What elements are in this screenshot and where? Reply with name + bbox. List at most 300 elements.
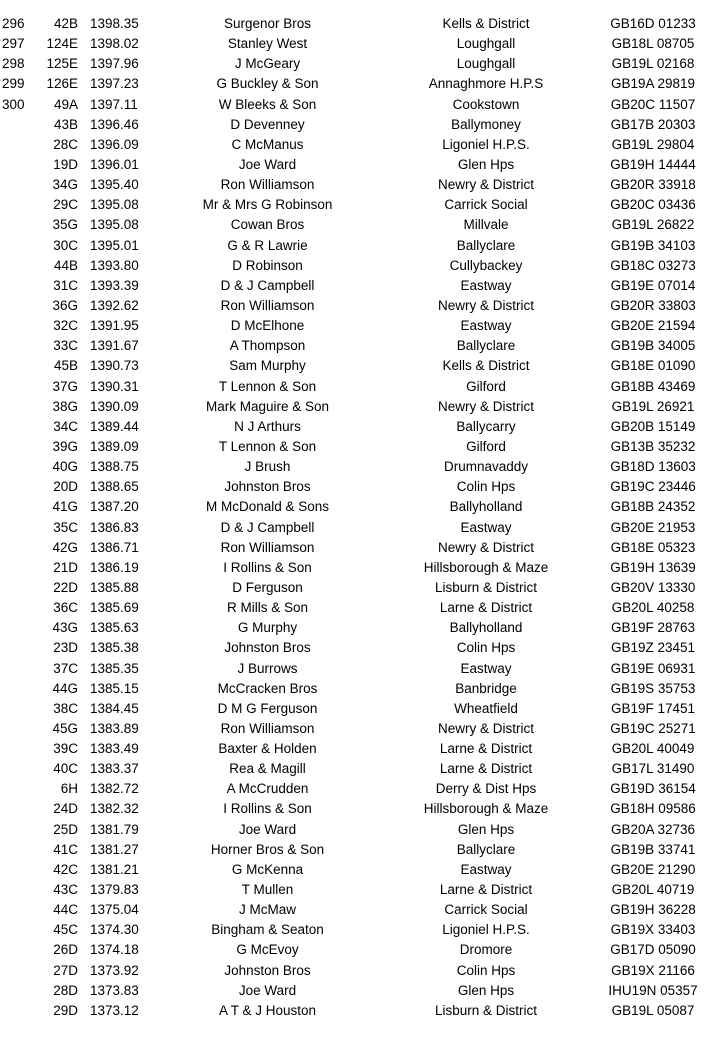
position-cell: 296 bbox=[2, 16, 25, 31]
table-row bbox=[0, 578, 711, 598]
section-code-cell: 40G bbox=[52, 459, 78, 475]
fancier-name-cell: D & J Campbell bbox=[220, 519, 315, 535]
ring-number-cell: GB19B 33741 bbox=[610, 841, 696, 857]
club-cell: Carrick Social bbox=[444, 902, 528, 918]
club-cell: Lisburn & District bbox=[434, 579, 538, 595]
section-code-cell: 39C bbox=[53, 741, 78, 757]
results-table bbox=[0, 14, 711, 1021]
club-cell: Ligoniel H.P.S. bbox=[442, 922, 530, 938]
section-code-cell: 31C bbox=[53, 277, 78, 293]
club-cell: Larne & District bbox=[439, 741, 533, 757]
club-cell: Larne & District bbox=[439, 761, 533, 777]
section-code-cell: 34G bbox=[52, 177, 78, 193]
section-code-cell: 27D bbox=[53, 962, 78, 978]
table-row bbox=[0, 397, 711, 417]
fancier-name-cell: G Buckley & Son bbox=[216, 76, 319, 92]
ring-number-cell: GB20L 40258 bbox=[611, 600, 695, 616]
ring-number-cell: GB19L 29804 bbox=[611, 136, 695, 152]
fancier-name-cell: I Rollins & Son bbox=[223, 559, 312, 575]
fancier-name-cell: A McCrudden bbox=[226, 781, 309, 797]
fancier-name-cell: G McEvoy bbox=[236, 942, 299, 958]
table-row bbox=[0, 518, 711, 538]
fancier-name-cell: D Robinson bbox=[232, 257, 303, 273]
club-cell: Gilford bbox=[466, 378, 506, 394]
section-code-cell: 124E bbox=[46, 36, 78, 52]
section-code-cell: 38C bbox=[53, 700, 78, 716]
table-row bbox=[0, 900, 711, 920]
velocity-cell: 1384.45 bbox=[90, 700, 139, 716]
fancier-name-cell: Johnston Bros bbox=[224, 640, 311, 656]
club-cell: Kells & District bbox=[442, 358, 530, 374]
club-cell: Newry & District bbox=[437, 720, 534, 736]
table-row bbox=[0, 618, 711, 638]
velocity-cell: 1390.73 bbox=[90, 358, 139, 374]
club-cell: Hillsborough & Maze bbox=[423, 559, 549, 575]
fancier-name-cell: Baxter & Holden bbox=[218, 741, 317, 757]
club-cell: Glen Hps bbox=[457, 156, 515, 172]
table-row bbox=[0, 477, 711, 497]
club-cell: Ballymoney bbox=[451, 116, 521, 132]
club-cell: Ballyholland bbox=[449, 499, 523, 515]
fancier-name-cell: Ron Williamson bbox=[220, 297, 315, 313]
ring-number-cell: IHU19N 05357 bbox=[608, 982, 698, 998]
velocity-cell: 1373.83 bbox=[90, 982, 139, 998]
section-code-cell: 34C bbox=[53, 418, 78, 434]
section-code-cell: 45C bbox=[53, 922, 78, 938]
ring-number-cell: GB18D 13603 bbox=[610, 459, 696, 475]
club-cell: Cookstown bbox=[452, 96, 520, 112]
section-code-cell: 44C bbox=[53, 902, 78, 918]
ring-number-cell: GB18E 05323 bbox=[610, 539, 696, 555]
table-row bbox=[0, 961, 711, 981]
ring-number-cell: GB17D 05090 bbox=[610, 942, 696, 958]
ring-number-cell: GB20E 21953 bbox=[610, 519, 696, 535]
ring-number-cell: GB19L 26822 bbox=[611, 217, 695, 233]
fancier-name-cell: Ron Williamson bbox=[220, 539, 315, 555]
section-code-cell: 21D bbox=[53, 559, 78, 575]
club-cell: Eastway bbox=[460, 861, 512, 877]
ring-number-cell: GB17L 31490 bbox=[611, 761, 695, 777]
ring-number-cell: GB19S 35753 bbox=[610, 680, 696, 696]
velocity-cell: 1389.09 bbox=[90, 438, 139, 454]
table-row bbox=[0, 256, 711, 276]
fancier-name-cell: Joe Ward bbox=[238, 156, 297, 172]
ring-number-cell: GB19Z 23451 bbox=[610, 640, 696, 656]
velocity-cell: 1381.79 bbox=[90, 821, 139, 837]
table-row bbox=[0, 34, 711, 54]
fancier-name-cell: Joe Ward bbox=[238, 821, 297, 837]
ring-number-cell: GB19C 23446 bbox=[610, 479, 696, 495]
table-row bbox=[0, 14, 711, 34]
section-code-cell: 42B bbox=[53, 16, 78, 31]
table-row bbox=[0, 598, 711, 618]
ring-number-cell: GB20C 11507 bbox=[610, 96, 696, 112]
ring-number-cell: GB19A 29819 bbox=[610, 76, 696, 92]
velocity-cell: 1390.31 bbox=[90, 378, 139, 394]
club-cell: Eastway bbox=[460, 660, 512, 676]
velocity-cell: 1390.09 bbox=[90, 398, 139, 414]
ring-number-cell: GB19X 33403 bbox=[610, 922, 696, 938]
ring-number-cell: GB18E 01090 bbox=[610, 358, 696, 374]
fancier-name-cell: D Devenney bbox=[230, 116, 305, 132]
club-cell: Ballyclare bbox=[456, 338, 516, 354]
table-row bbox=[0, 195, 711, 215]
fancier-name-cell: R Mills & Son bbox=[226, 600, 309, 616]
velocity-cell: 1395.40 bbox=[90, 177, 139, 193]
section-code-cell: 39G bbox=[52, 438, 78, 454]
fancier-name-cell: Cowan Bros bbox=[230, 217, 305, 233]
club-cell: Lisburn & District bbox=[434, 1002, 538, 1018]
ring-number-cell: GB19E 07014 bbox=[610, 277, 696, 293]
velocity-cell: 1387.20 bbox=[90, 499, 139, 515]
section-code-cell: 23D bbox=[53, 640, 78, 656]
velocity-cell: 1391.95 bbox=[90, 318, 139, 334]
position-cell: 297 bbox=[2, 36, 25, 52]
section-code-cell: 26D bbox=[53, 942, 78, 958]
section-code-cell: 35C bbox=[53, 519, 78, 535]
table-row bbox=[0, 296, 711, 316]
table-row bbox=[0, 276, 711, 296]
velocity-cell: 1379.83 bbox=[90, 882, 139, 898]
velocity-cell: 1382.32 bbox=[90, 801, 139, 817]
velocity-cell: 1392.62 bbox=[90, 297, 139, 313]
velocity-cell: 1385.88 bbox=[90, 579, 139, 595]
velocity-cell: 1383.37 bbox=[90, 761, 139, 777]
fancier-name-cell: J McMaw bbox=[239, 902, 296, 918]
ring-number-cell: GB19F 28763 bbox=[610, 620, 696, 636]
table-row bbox=[0, 699, 711, 719]
table-row bbox=[0, 719, 711, 739]
section-code-cell: 28C bbox=[53, 136, 78, 152]
ring-number-cell: GB19L 02168 bbox=[611, 56, 695, 72]
table-row bbox=[0, 558, 711, 578]
section-code-cell: 43B bbox=[53, 116, 78, 132]
velocity-cell: 1389.44 bbox=[90, 418, 139, 434]
club-cell: Ballyclare bbox=[456, 841, 516, 857]
position-cell: 298 bbox=[2, 56, 25, 72]
fancier-name-cell: Surgenor Bros bbox=[223, 16, 312, 31]
section-code-cell: 36C bbox=[53, 600, 78, 616]
club-cell: Millvale bbox=[463, 217, 509, 233]
section-code-cell: 6H bbox=[60, 781, 78, 797]
fancier-name-cell: C McManus bbox=[231, 136, 304, 152]
ring-number-cell: GB19E 06931 bbox=[610, 660, 696, 676]
club-cell: Hillsborough & Maze bbox=[423, 801, 549, 817]
section-code-cell: 33C bbox=[53, 338, 78, 354]
club-cell: Newry & District bbox=[437, 398, 534, 414]
table-row bbox=[0, 820, 711, 840]
ring-number-cell: GB20A 32736 bbox=[610, 821, 696, 837]
velocity-cell: 1386.71 bbox=[90, 539, 139, 555]
section-code-cell: 43G bbox=[52, 620, 78, 636]
velocity-cell: 1374.18 bbox=[90, 942, 139, 958]
club-cell: Derry & Dist Hps bbox=[435, 781, 537, 797]
fancier-name-cell: Sam Murphy bbox=[229, 358, 306, 374]
velocity-cell: 1373.92 bbox=[90, 962, 139, 978]
table-row bbox=[0, 457, 711, 477]
club-cell: Cullybackey bbox=[449, 257, 523, 273]
fancier-name-cell: T Lennon & Son bbox=[218, 378, 317, 394]
table-row bbox=[0, 880, 711, 900]
table-row bbox=[0, 74, 711, 94]
velocity-cell: 1373.12 bbox=[90, 1002, 139, 1018]
section-code-cell: 40C bbox=[53, 761, 78, 777]
table-row bbox=[0, 215, 711, 235]
table-row bbox=[0, 759, 711, 779]
fancier-name-cell: A T & J Houston bbox=[218, 1002, 317, 1018]
ring-number-cell: GB18C 03273 bbox=[610, 257, 696, 273]
table-row bbox=[0, 336, 711, 356]
velocity-cell: 1393.80 bbox=[90, 257, 139, 273]
club-cell: Ballyclare bbox=[456, 237, 516, 253]
club-cell: Ballyholland bbox=[449, 620, 523, 636]
fancier-name-cell: McCracken Bros bbox=[217, 680, 318, 696]
velocity-cell: 1397.11 bbox=[90, 96, 138, 112]
ring-number-cell: GB20C 03436 bbox=[610, 197, 696, 213]
table-row bbox=[0, 920, 711, 940]
section-code-cell: 35G bbox=[52, 217, 78, 233]
fancier-name-cell: Ron Williamson bbox=[220, 177, 315, 193]
ring-number-cell: GB20L 40049 bbox=[611, 741, 695, 757]
table-row bbox=[0, 316, 711, 336]
section-code-cell: 25D bbox=[53, 821, 78, 837]
club-cell: Colin Hps bbox=[456, 479, 516, 495]
ring-number-cell: GB20B 15149 bbox=[610, 418, 696, 434]
section-code-cell: 125E bbox=[46, 56, 78, 72]
ring-number-cell: GB18B 43469 bbox=[610, 378, 696, 394]
velocity-cell: 1391.67 bbox=[90, 338, 139, 354]
club-cell: Glen Hps bbox=[457, 982, 515, 998]
table-row bbox=[0, 54, 711, 74]
club-cell: Kells & District bbox=[442, 16, 530, 31]
ring-number-cell: GB20R 33918 bbox=[610, 177, 696, 193]
fancier-name-cell: Mr & Mrs G Robinson bbox=[202, 197, 333, 213]
velocity-cell: 1396.09 bbox=[90, 136, 139, 152]
club-cell: Eastway bbox=[460, 519, 512, 535]
velocity-cell: 1385.38 bbox=[90, 640, 139, 656]
table-row bbox=[0, 779, 711, 799]
velocity-cell: 1386.19 bbox=[90, 559, 139, 575]
fancier-name-cell: Bingham & Seaton bbox=[211, 922, 324, 938]
club-cell: Larne & District bbox=[439, 600, 533, 616]
table-row bbox=[0, 840, 711, 860]
section-code-cell: 44B bbox=[53, 257, 78, 273]
fancier-name-cell: D McElhone bbox=[230, 318, 305, 334]
table-row bbox=[0, 981, 711, 1001]
section-code-cell: 42G bbox=[52, 539, 78, 555]
velocity-cell: 1381.21 bbox=[90, 861, 139, 877]
table-row bbox=[0, 538, 711, 558]
section-code-cell: 24D bbox=[53, 801, 78, 817]
ring-number-cell: GB20E 21290 bbox=[610, 861, 696, 877]
ring-number-cell: GB16D 01233 bbox=[610, 16, 696, 31]
club-cell: Drumnavaddy bbox=[443, 459, 529, 475]
section-code-cell: 29D bbox=[53, 1002, 78, 1018]
club-cell: Ballycarry bbox=[456, 418, 516, 434]
velocity-cell: 1386.83 bbox=[90, 519, 139, 535]
club-cell: Annaghmore H.P.S bbox=[428, 76, 544, 92]
club-cell: Newry & District bbox=[437, 297, 534, 313]
velocity-cell: 1385.35 bbox=[90, 660, 139, 676]
section-code-cell: 19D bbox=[53, 156, 78, 172]
velocity-cell: 1397.96 bbox=[90, 56, 139, 72]
club-cell: Loughgall bbox=[456, 56, 516, 72]
ring-number-cell: GB19X 21166 bbox=[611, 962, 695, 978]
velocity-cell: 1396.46 bbox=[90, 116, 139, 132]
section-code-cell: 45G bbox=[52, 720, 78, 736]
velocity-cell: 1385.15 bbox=[90, 680, 139, 696]
section-code-cell: 42C bbox=[53, 861, 78, 877]
section-code-cell: 41C bbox=[53, 841, 78, 857]
table-row bbox=[0, 417, 711, 437]
section-code-cell: 29C bbox=[53, 197, 78, 213]
ring-number-cell: GB19H 13639 bbox=[610, 559, 696, 575]
velocity-cell: 1393.39 bbox=[90, 277, 139, 293]
ring-number-cell: GB19L 05087 bbox=[611, 1002, 695, 1018]
section-code-cell: 37G bbox=[52, 378, 78, 394]
club-cell: Colin Hps bbox=[456, 962, 516, 978]
velocity-cell: 1382.72 bbox=[90, 781, 139, 797]
ring-number-cell: GB17B 20303 bbox=[610, 116, 696, 132]
club-cell: Newry & District bbox=[437, 539, 534, 555]
velocity-cell: 1381.27 bbox=[90, 841, 139, 857]
club-cell: Carrick Social bbox=[444, 197, 528, 213]
club-cell: Eastway bbox=[460, 318, 512, 334]
ring-number-cell: GB20R 33803 bbox=[610, 297, 696, 313]
ring-number-cell: GB19B 34005 bbox=[610, 338, 696, 354]
club-cell: Colin Hps bbox=[456, 640, 516, 656]
velocity-cell: 1388.75 bbox=[90, 459, 139, 475]
ring-number-cell: GB20V 13330 bbox=[610, 579, 696, 595]
fancier-name-cell: N J Arthurs bbox=[234, 418, 301, 434]
ring-number-cell: GB19C 25271 bbox=[610, 720, 696, 736]
club-cell: Glen Hps bbox=[457, 821, 515, 837]
ring-number-cell: GB19H 14444 bbox=[610, 156, 696, 172]
ring-number-cell: GB20L 40719 bbox=[611, 882, 695, 898]
fancier-name-cell: Mark Maguire & Son bbox=[205, 398, 330, 414]
fancier-name-cell: D & J Campbell bbox=[220, 277, 315, 293]
table-row bbox=[0, 497, 711, 517]
table-row bbox=[0, 236, 711, 256]
table-row bbox=[0, 659, 711, 679]
fancier-name-cell: T Lennon & Son bbox=[218, 438, 317, 454]
velocity-cell: 1396.01 bbox=[90, 156, 139, 172]
table-row bbox=[0, 175, 711, 195]
fancier-name-cell: Horner Bros & Son bbox=[210, 841, 325, 857]
table-row bbox=[0, 95, 711, 115]
section-code-cell: 43C bbox=[53, 882, 78, 898]
fancier-name-cell: M McDonald & Sons bbox=[205, 499, 330, 515]
ring-number-cell: GB13B 35232 bbox=[610, 438, 696, 454]
ring-number-cell: GB18H 09586 bbox=[610, 801, 696, 817]
ring-number-cell: GB19H 36228 bbox=[610, 902, 696, 918]
table-row bbox=[0, 135, 711, 155]
section-code-cell: 22D bbox=[53, 579, 78, 595]
fancier-name-cell: J Burrows bbox=[237, 660, 298, 676]
table-row bbox=[0, 356, 711, 376]
club-cell: Ligoniel H.P.S. bbox=[442, 136, 530, 152]
fancier-name-cell: Ron Williamson bbox=[220, 720, 315, 736]
table-row bbox=[0, 739, 711, 759]
section-code-cell: 28D bbox=[53, 982, 78, 998]
table-row bbox=[0, 799, 711, 819]
ring-number-cell: GB18B 24352 bbox=[610, 499, 696, 515]
section-code-cell: 126E bbox=[46, 76, 78, 92]
fancier-name-cell: Rea & Magill bbox=[229, 761, 306, 777]
club-cell: Newry & District bbox=[437, 177, 534, 193]
velocity-cell: 1383.49 bbox=[90, 741, 139, 757]
velocity-cell: 1383.89 bbox=[90, 720, 139, 736]
section-code-cell: 49A bbox=[53, 96, 78, 112]
section-code-cell: 36G bbox=[52, 297, 78, 313]
section-code-cell: 37C bbox=[53, 660, 78, 676]
table-row bbox=[0, 860, 711, 880]
club-cell: Loughgall bbox=[456, 36, 516, 52]
club-cell: Banbridge bbox=[455, 680, 517, 696]
velocity-cell: 1388.65 bbox=[90, 479, 139, 495]
section-code-cell: 30C bbox=[53, 237, 78, 253]
section-code-cell: 32C bbox=[53, 318, 78, 334]
club-cell: Gilford bbox=[466, 438, 506, 454]
section-code-cell: 44G bbox=[52, 680, 78, 696]
position-cell: 300 bbox=[2, 96, 25, 112]
ring-number-cell: GB19F 17451 bbox=[610, 700, 696, 716]
fancier-name-cell: Joe Ward bbox=[238, 982, 297, 998]
velocity-cell: 1385.69 bbox=[90, 600, 139, 616]
table-row bbox=[0, 437, 711, 457]
section-code-cell: 20D bbox=[53, 479, 78, 495]
position-cell: 299 bbox=[2, 76, 25, 92]
fancier-name-cell: Johnston Bros bbox=[224, 962, 311, 978]
section-code-cell: 45B bbox=[53, 358, 78, 374]
table-row bbox=[0, 679, 711, 699]
fancier-name-cell: Stanley West bbox=[227, 36, 308, 52]
velocity-cell: 1374.30 bbox=[90, 922, 139, 938]
fancier-name-cell: Johnston Bros bbox=[224, 479, 311, 495]
fancier-name-cell: D Ferguson bbox=[232, 579, 303, 595]
section-code-cell: 41G bbox=[52, 499, 78, 515]
fancier-name-cell: J McGeary bbox=[234, 56, 301, 72]
ring-number-cell: GB18L 08705 bbox=[611, 36, 695, 52]
velocity-cell: 1385.63 bbox=[90, 620, 139, 636]
velocity-cell: 1395.01 bbox=[90, 237, 139, 253]
ring-number-cell: GB20E 21594 bbox=[610, 318, 696, 334]
fancier-name-cell: A Thompson bbox=[229, 338, 306, 354]
fancier-name-cell: D M G Ferguson bbox=[217, 700, 318, 716]
club-cell: Larne & District bbox=[439, 882, 533, 898]
fancier-name-cell: J Brush bbox=[244, 459, 291, 475]
ring-number-cell: GB19L 26921 bbox=[611, 398, 695, 414]
section-code-cell: 38G bbox=[52, 398, 78, 414]
velocity-cell: 1398.02 bbox=[90, 36, 139, 52]
table-row bbox=[0, 940, 711, 960]
table-row bbox=[0, 115, 711, 135]
table-row bbox=[0, 1001, 711, 1021]
ring-number-cell: GB19B 34103 bbox=[610, 237, 696, 253]
velocity-cell: 1395.08 bbox=[90, 197, 139, 213]
velocity-cell: 1395.08 bbox=[90, 217, 139, 233]
table-row bbox=[0, 638, 711, 658]
fancier-name-cell: W Bleeks & Son bbox=[218, 96, 317, 112]
table-row bbox=[0, 155, 711, 175]
fancier-name-cell: I Rollins & Son bbox=[223, 801, 312, 817]
velocity-cell: 1398.35 bbox=[90, 16, 139, 31]
velocity-cell: 1397.23 bbox=[90, 76, 139, 92]
club-cell: Eastway bbox=[460, 277, 512, 293]
ring-number-cell: GB19D 36154 bbox=[610, 781, 696, 797]
table-row bbox=[0, 377, 711, 397]
club-cell: Dromore bbox=[459, 942, 513, 958]
